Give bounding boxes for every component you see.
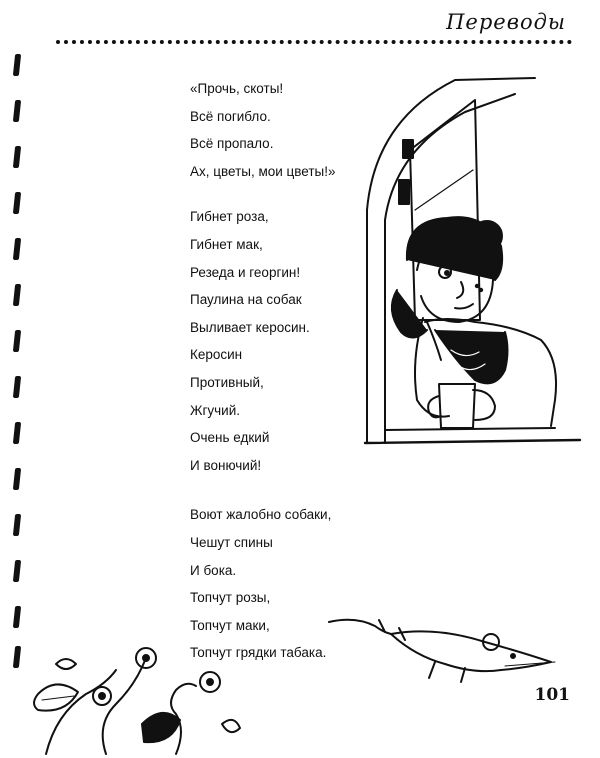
poem-line: Выливает керосин. bbox=[190, 319, 310, 335]
binding-mark bbox=[13, 560, 21, 582]
woman-at-window-illustration bbox=[355, 60, 585, 450]
poem-line: И вонючий! bbox=[190, 457, 262, 473]
poem-line: Ах, цветы, мои цветы!» bbox=[190, 163, 336, 179]
poem-line: Топчут маки, bbox=[190, 617, 270, 633]
binding-mark bbox=[13, 238, 21, 260]
poem-line: Чешут спины bbox=[190, 534, 273, 550]
poem-line: Гибнет роза, bbox=[190, 209, 269, 225]
binding-mark bbox=[13, 330, 21, 352]
header-dotted-rule bbox=[56, 40, 572, 44]
poem-line: Всё погибло. bbox=[190, 108, 271, 124]
poem-line: Жгучий. bbox=[190, 402, 241, 418]
poem-line: Резеда и георгин! bbox=[190, 264, 301, 280]
binding-mark bbox=[13, 284, 21, 306]
poem-line: Очень едкий bbox=[190, 430, 270, 446]
binding-mark bbox=[13, 468, 21, 490]
binding-mark bbox=[13, 422, 21, 444]
poem-line: «Прочь, скоты! bbox=[190, 81, 284, 96]
binding-mark bbox=[13, 514, 21, 536]
poem-line: Всё пропало. bbox=[190, 136, 274, 152]
binding-mark bbox=[13, 376, 21, 398]
poem-line: Гибнет мак, bbox=[190, 236, 263, 252]
binding-mark bbox=[13, 606, 21, 628]
poem-line: Воют жалобно собаки, bbox=[190, 507, 332, 523]
poem-line: Паулина на собак bbox=[190, 292, 302, 308]
binding-mark bbox=[13, 54, 21, 76]
poem-line: И бока. bbox=[190, 562, 237, 578]
binding-mark bbox=[13, 192, 21, 214]
section-title: Переводы bbox=[446, 10, 566, 34]
binding-mark bbox=[13, 646, 21, 668]
page-number: 101 bbox=[534, 685, 570, 705]
poem-line: Топчут розы, bbox=[190, 590, 271, 606]
poem-line: Противный, bbox=[190, 374, 264, 390]
flowers-illustration bbox=[26, 634, 246, 758]
binding-mark bbox=[13, 100, 21, 122]
binding-marks bbox=[14, 54, 30, 664]
rat-illustration bbox=[325, 612, 560, 692]
poem-line: Топчут грядки табака. bbox=[190, 645, 327, 661]
poem-line: Керосин bbox=[190, 347, 243, 363]
binding-mark bbox=[13, 146, 21, 168]
